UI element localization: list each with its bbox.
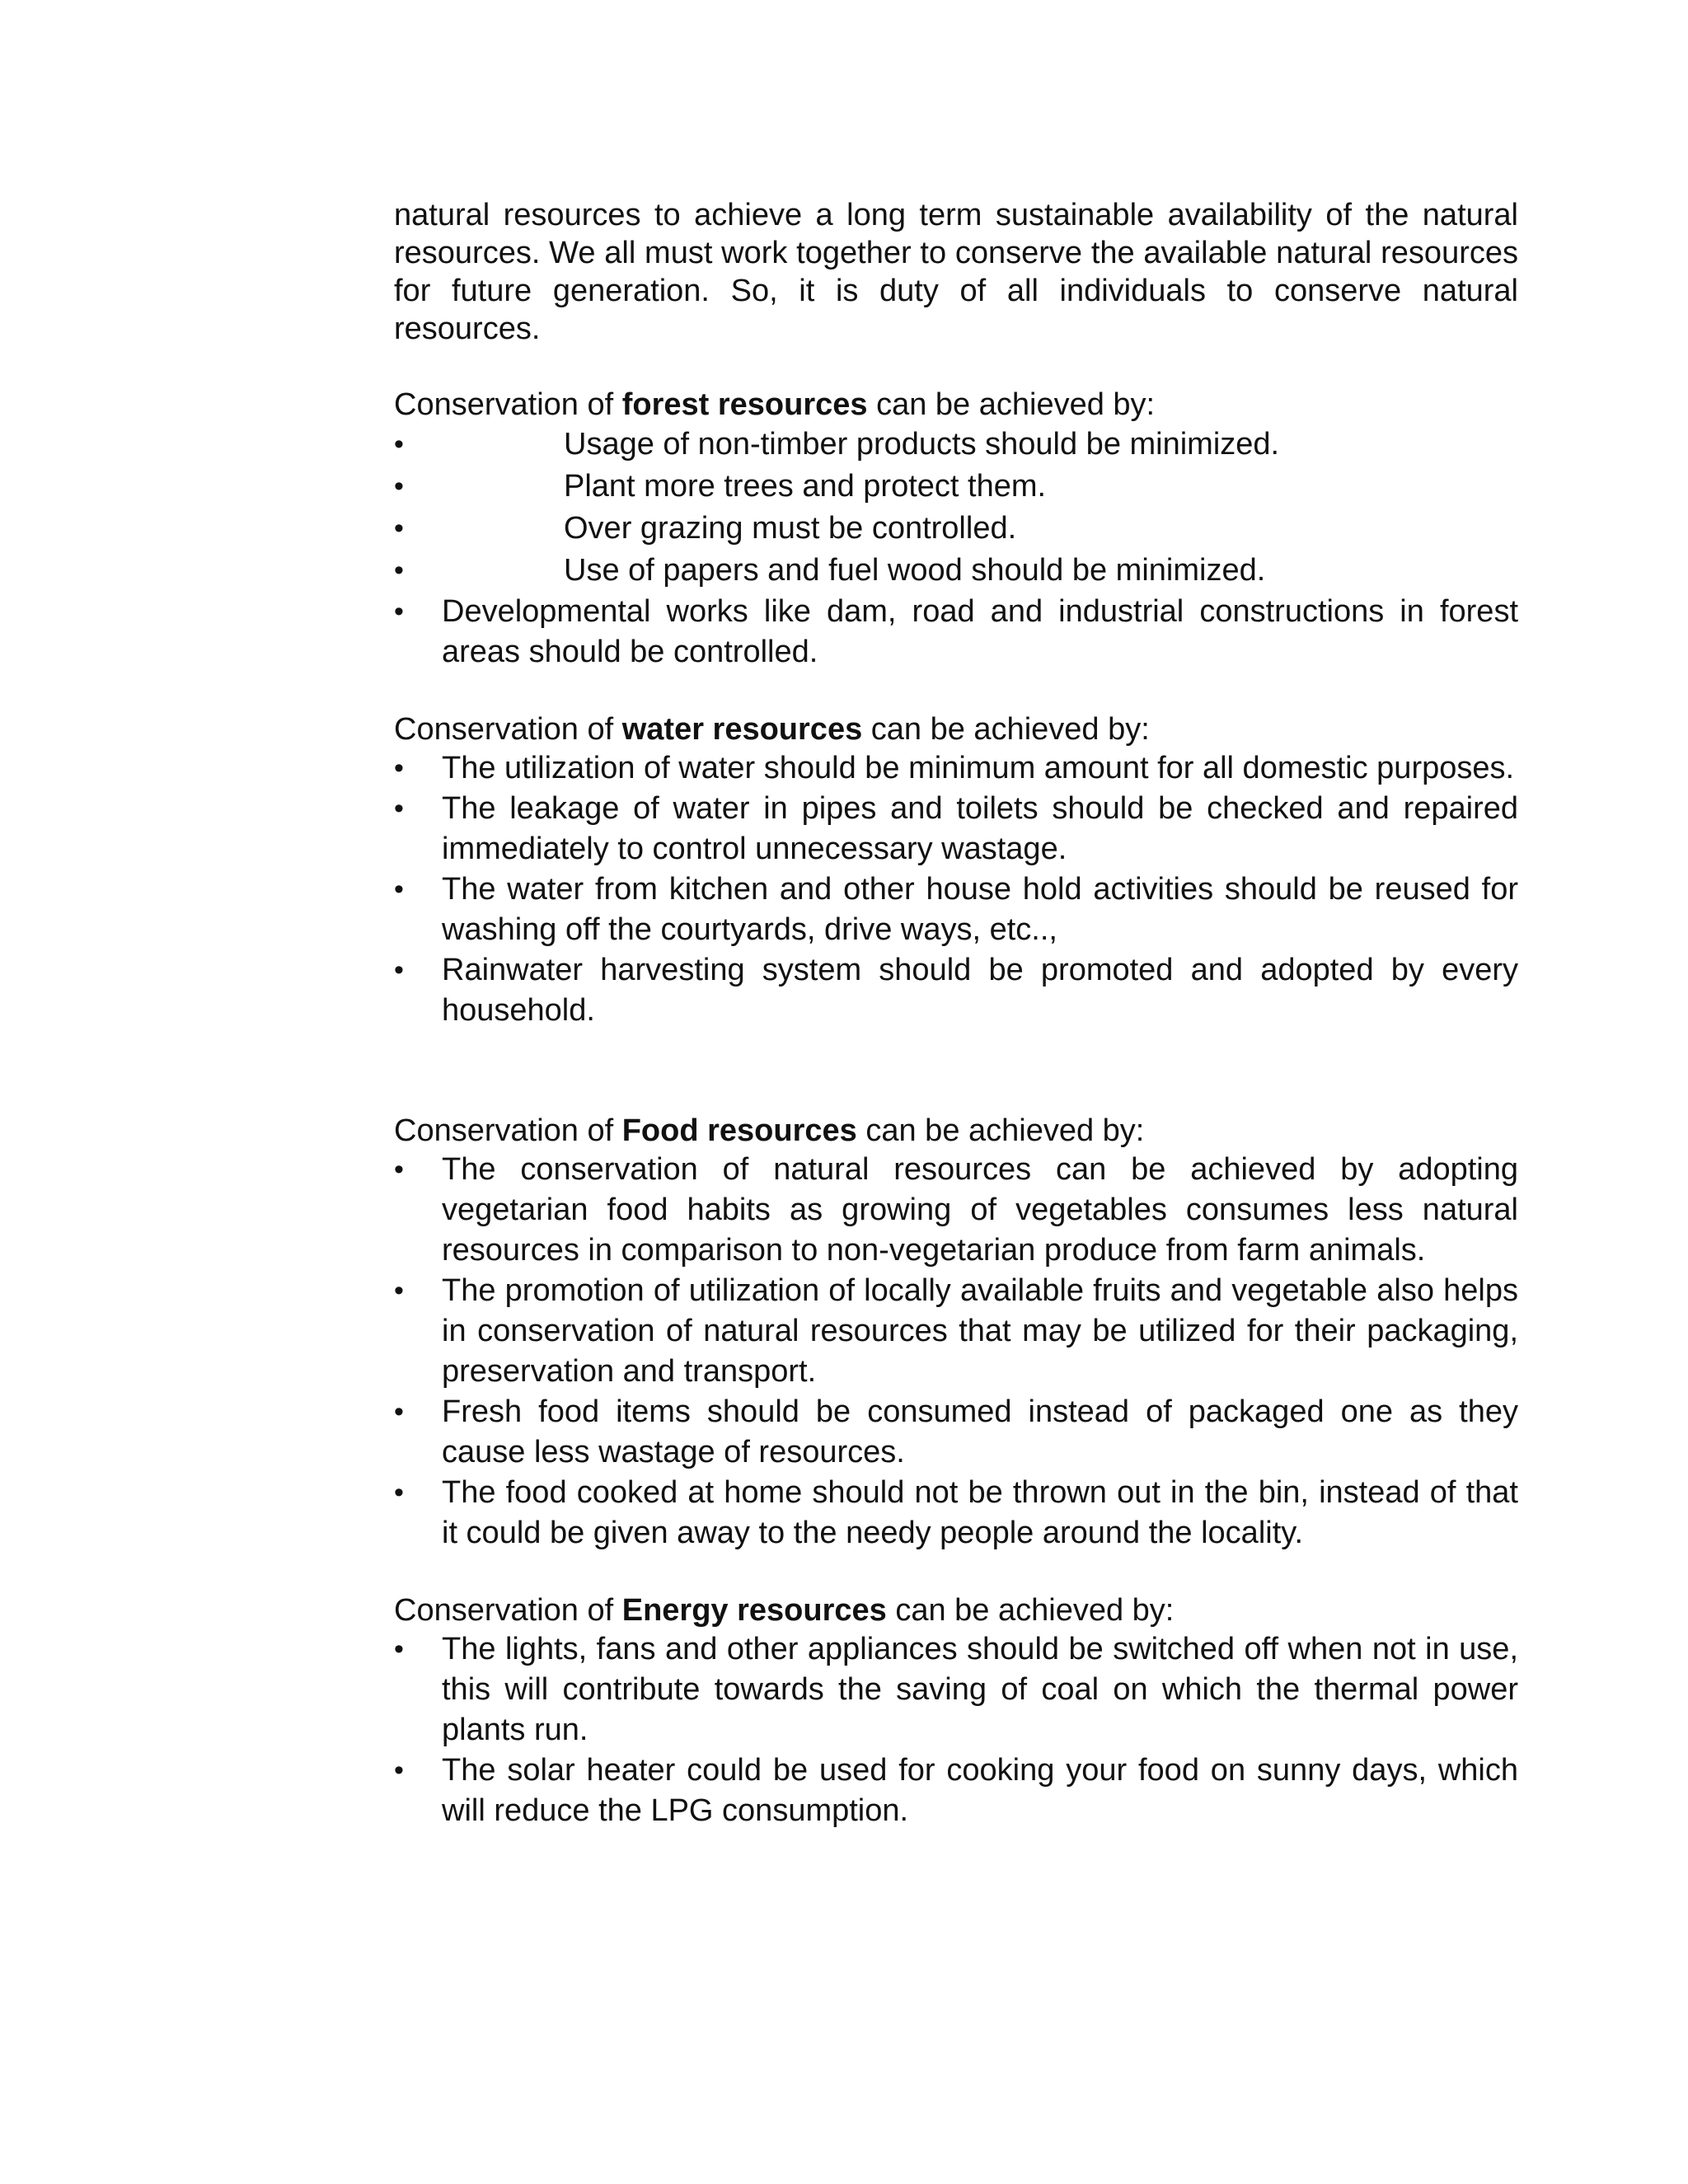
heading-prefix: Conservation of	[394, 1113, 622, 1148]
bullet-icon: •	[394, 1633, 404, 1665]
water-list	[394, 748, 1518, 1031]
bullet-icon: •	[394, 1477, 404, 1508]
list-item	[394, 1271, 1518, 1392]
list-item	[394, 424, 1518, 466]
bullet-icon: •	[394, 1275, 404, 1306]
list-item	[394, 592, 1518, 673]
bullet-icon: •	[394, 555, 404, 586]
heading-bold-term: Energy resources	[621, 1593, 887, 1628]
heading-suffix: can be achieved by:	[886, 1593, 1175, 1628]
bullet-icon: •	[394, 429, 404, 460]
list-item-text: The promotion of utilization of locally available fruits and vegetable also helps in conservation of natural resources that may be utilized for their packaging, preservation and transport.	[442, 1273, 1518, 1389]
document-page	[394, 196, 1518, 1831]
heading-suffix: can be achieved by:	[867, 387, 1156, 422]
bullet-icon: •	[394, 874, 404, 905]
list-item	[394, 1392, 1518, 1473]
list-item-text: Plant more trees and protect them.	[564, 469, 1047, 504]
bullet-icon: •	[394, 1755, 404, 1786]
heading-bold-term: water resources	[621, 712, 863, 747]
list-item	[394, 550, 1518, 592]
spacer	[394, 348, 1518, 386]
bullet-icon: •	[394, 954, 404, 986]
heading-suffix: can be achieved by:	[862, 712, 1150, 747]
heading-prefix: Conservation of	[394, 1593, 622, 1628]
list-item-text: The solar heater could be used for cooking your food on sunny days, which will reduce the LPG consumption.	[442, 1753, 1518, 1828]
heading-suffix: can be achieved by:	[856, 1113, 1145, 1148]
list-item	[394, 508, 1518, 550]
spacer	[394, 1554, 1518, 1591]
bullet-icon: •	[394, 1396, 404, 1427]
heading-prefix: Conservation of	[394, 712, 622, 747]
list-item	[394, 1150, 1518, 1271]
heading-bold-term: forest resources	[621, 387, 868, 422]
list-item	[394, 789, 1518, 869]
bullet-icon: •	[394, 1154, 404, 1185]
list-item-text: Use of papers and fuel wood should be minimized.	[564, 553, 1266, 588]
list-item-text: The utilization of water should be minimum amount for all domestic purposes.	[442, 751, 1515, 785]
heading-bold-term: Food resources	[621, 1113, 857, 1148]
bullet-icon: •	[394, 596, 404, 627]
list-item	[394, 748, 1518, 789]
section-heading-energy	[394, 1591, 1518, 1629]
list-item	[394, 869, 1518, 950]
list-item-text: The conservation of natural resources can be achieved by adopting vegetarian food habits as growing of vegetables consumes less natural resources in comparison to non-vegetarian produce from farm animals.	[442, 1152, 1518, 1268]
list-item	[394, 1629, 1518, 1750]
list-item-text: Over grazing must be controlled.	[564, 511, 1017, 546]
energy-list	[394, 1629, 1518, 1831]
list-item-text: Developmental works like dam, road and industrial constructions in forest areas should be controlled.	[442, 594, 1518, 669]
intro-paragraph: natural resources to achieve a long term sustainable availability of the natural resources. We all must work together to conserve the available natural resources for future generation. So, it is duty of all individuals to conserve natural resources.	[394, 198, 1518, 346]
list-item	[394, 950, 1518, 1031]
list-item	[394, 466, 1518, 508]
food-list	[394, 1150, 1518, 1554]
spacer	[394, 1031, 1518, 1112]
list-item-text: The leakage of water in pipes and toilets should be checked and repaired immediately to control unnecessary wastage.	[442, 791, 1518, 866]
bullet-icon: •	[394, 793, 404, 824]
list-item	[394, 1473, 1518, 1554]
heading-prefix: Conservation of	[394, 387, 622, 422]
bullet-icon: •	[394, 752, 404, 784]
spacer	[394, 673, 1518, 710]
list-item	[394, 1750, 1518, 1831]
list-item-text: The food cooked at home should not be thrown out in the bin, instead of that it could be given away to the needy people around the locality.	[442, 1475, 1518, 1550]
bullet-icon: •	[394, 471, 404, 502]
forest-list	[394, 424, 1518, 673]
list-item-text: Fresh food items should be consumed instead of packaged one as they cause less wastage of resources.	[442, 1394, 1518, 1469]
list-item-text: The water from kitchen and other house hold activities should be reused for washing off the courtyards, drive ways, etc..,	[442, 872, 1518, 947]
section-heading-forest	[394, 386, 1518, 424]
list-item-text: Usage of non-timber products should be minimized.	[564, 427, 1280, 462]
section-heading-food	[394, 1112, 1518, 1150]
bullet-icon: •	[394, 513, 404, 544]
list-item-text: The lights, fans and other appliances should be switched off when not in use, this will contribute towards the saving of coal on which the thermal power plants run.	[442, 1632, 1518, 1747]
section-heading-water	[394, 710, 1518, 748]
list-item-text: Rainwater harvesting system should be promoted and adopted by every household.	[442, 953, 1518, 1028]
